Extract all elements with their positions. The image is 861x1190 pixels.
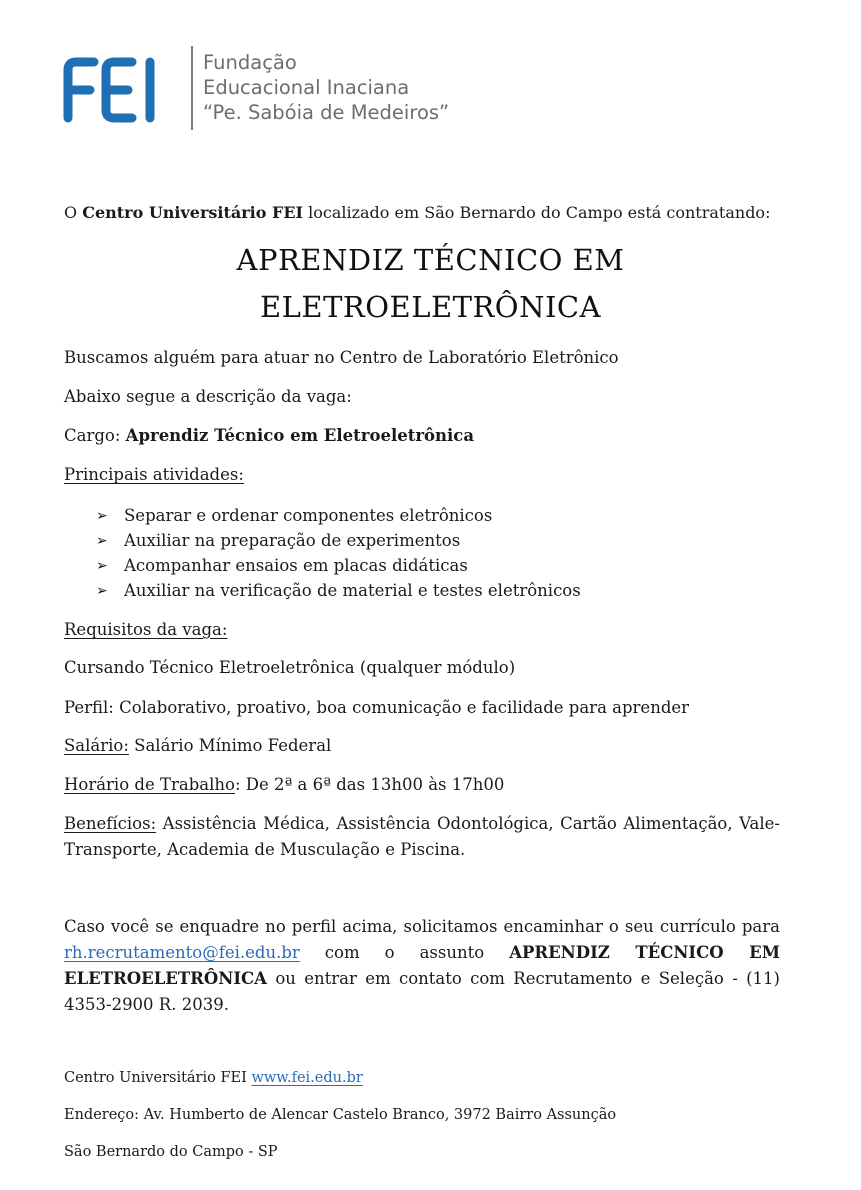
contact-text-2: com o assunto: [299, 943, 510, 962]
fei-logo: [62, 52, 180, 124]
activities-heading: Principais atividades:: [64, 465, 244, 484]
hours-value: : De 2ª a 6ª das 13h00 às 17h00: [234, 775, 505, 794]
foundation-line-2: Educacional Inaciana: [203, 76, 410, 99]
job-title-line-1: APRENDIZ TÉCNICO EM: [236, 243, 625, 277]
foundation-line-1: Fundação: [203, 51, 297, 74]
arrow-bullet-icon: ➢: [96, 507, 108, 524]
course-line: Cursando Técnico Eletroeletrônica (qualquer módulo): [64, 658, 516, 677]
salary-line: [64, 735, 331, 757]
intro-org: Centro Universitário FEI: [82, 203, 304, 222]
header-divider: [191, 46, 193, 130]
activity-text: Separar e ordenar componentes eletrônicos: [124, 506, 493, 525]
foundation-line-3: “Pe. Sabóia de Medeiros”: [203, 101, 450, 124]
activity-text: Auxiliar na preparação de experimentos: [124, 531, 461, 550]
arrow-bullet-icon: ➢: [96, 582, 108, 599]
list-item: [96, 528, 581, 553]
footer-org-line: [64, 1068, 363, 1088]
footer-city: São Bernardo do Campo - SP: [64, 1144, 278, 1160]
search-line: Buscamos alguém para atuar no Centro de Laboratório Eletrônico: [64, 348, 619, 367]
cargo-label: Cargo:: [64, 426, 126, 445]
footer-address: Endereço: Av. Humberto de Alencar Castelo Branco, 3972 Bairro Assunção: [64, 1107, 617, 1123]
cargo-line: [64, 425, 474, 447]
email-link[interactable]: rh.recrutamento@fei.edu.br: [64, 943, 300, 962]
cargo-value: Aprendiz Técnico em Eletroeletrônica: [125, 426, 475, 445]
benefits-label: Benefícios:: [64, 814, 157, 833]
foundation-name: [203, 50, 449, 125]
activity-text: Acompanhar ensaios em placas didáticas: [124, 556, 468, 575]
benefits-paragraph: [64, 811, 780, 863]
salary-label: Salário:: [64, 736, 129, 755]
list-item: [96, 503, 581, 528]
requirements-heading: Requisitos da vaga:: [64, 620, 228, 639]
footer-org: Centro Universitário FEI: [64, 1070, 252, 1086]
benefits-value: Assistência Médica, Assistência Odontológica, Cartão Alimentação, Vale-Transporte, Academia de Musculação e Piscina.: [64, 814, 780, 859]
contact-paragraph: [64, 914, 780, 1018]
intro-line: [64, 202, 770, 224]
contact-subject: APRENDIZ TÉCNICO EM ELETROELETRÔNICA: [64, 943, 780, 988]
hours-line: [64, 774, 504, 796]
activity-text: Auxiliar na verificação de material e testes eletrônicos: [124, 581, 581, 600]
profile-line: Perfil: Colaborativo, proativo, boa comunicação e facilidade para aprender: [64, 698, 690, 717]
website-link[interactable]: www.fei.edu.br: [251, 1070, 363, 1086]
arrow-bullet-icon: ➢: [96, 557, 108, 574]
contact-text-3: ou entrar em contato com Recrutamento e Seleção - (11) 4353-2900 R. 2039.: [64, 969, 780, 1014]
job-title-line-2: ELETROELETRÔNICA: [259, 290, 602, 324]
hours-label: Horário de Trabalho: [64, 775, 235, 794]
arrow-bullet-icon: ➢: [96, 532, 108, 549]
list-item: [96, 578, 581, 603]
description-line: Abaixo segue a descrição da vaga:: [64, 387, 352, 406]
intro-prefix: O: [64, 203, 83, 222]
intro-suffix: localizado em São Bernardo do Campo está contratando:: [303, 203, 771, 222]
logo-text: FEI: [62, 52, 64, 53]
list-item: [96, 553, 581, 578]
salary-value: Salário Mínimo Federal: [128, 736, 332, 755]
activities-list: [96, 503, 581, 603]
contact-text-1: Caso você se enquadre no perfil acima, solicitamos encaminhar o seu currículo para: [64, 917, 780, 936]
